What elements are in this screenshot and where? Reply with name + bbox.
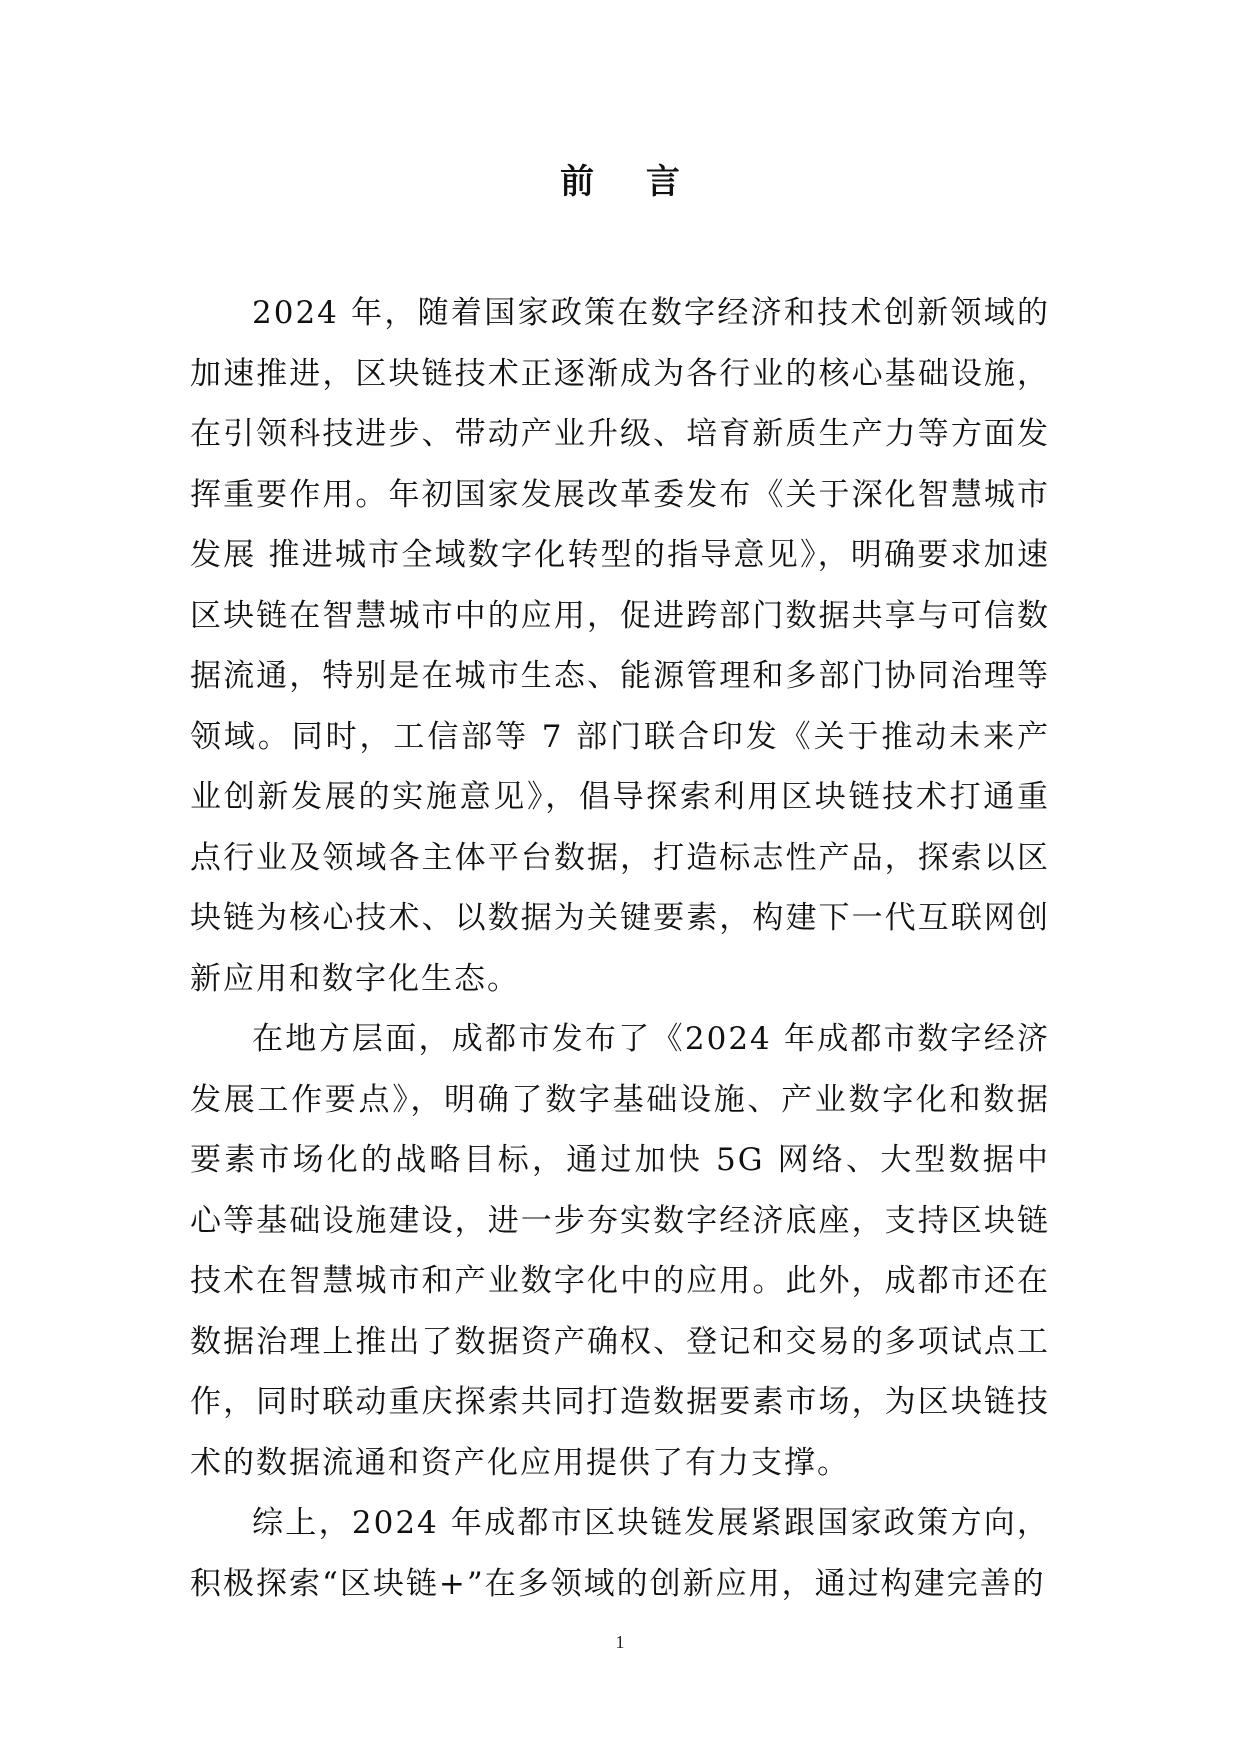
page-title: 前 言	[560, 162, 700, 202]
paragraph-1: 2024 年，随着国家政策在数字经济和技术创新领域的加速推进，区块链技术正逐渐成为各行业的核心基础设施，在引领科技进步、带动产业升级、培育新质生产力等方面发挥重要作用。年初国家发展改革委发布《关于深化智慧城市发展 推进城市全域数字化转型的指导意见》，明确要求加速区块链在智慧城市中的应用，促进跨部门数据共享与可信数据流通，特别是在城市生态、能源管理和多部门协同治理等领域。同时，工信部等 7 部门联合印发《关于推动未来产业创新发展的实施意见》，倡导探索利用区块链技术打通重点行业及领域各主体平台数据，打造标志性产品，探索以区块链为核心技术、以数据为关键要素，构建下一代互联网创新应用和数字化生态。	[190, 295, 1050, 997]
body-text	[190, 283, 1050, 1614]
paragraph-3: 综上，2024 年成都市区块链发展紧跟国家政策方向，积极探索“区块链+”在多领域的创新应用，通过构建完善的	[190, 1505, 1050, 1602]
page-number: 1	[615, 1632, 625, 1652]
paragraph-2: 在地方层面，成都市发布了《2024 年成都市数字经济发展工作要点》，明确了数字基础设施、产业数字化和数据要素市场化的战略目标，通过加快 5G 网络、大型数据中心等基础设施建设，进一步夯实数字经济底座，支持区块链技术在智慧城市和产业数字化中的应用。此外，成都市还在数据治理上推出了数据资产确权、登记和交易的多项试点工作，同时联动重庆探索共同打造数据要素市场，为区块链技术的数据流通和资产化应用提供了有力支撑。	[190, 1021, 1050, 1481]
